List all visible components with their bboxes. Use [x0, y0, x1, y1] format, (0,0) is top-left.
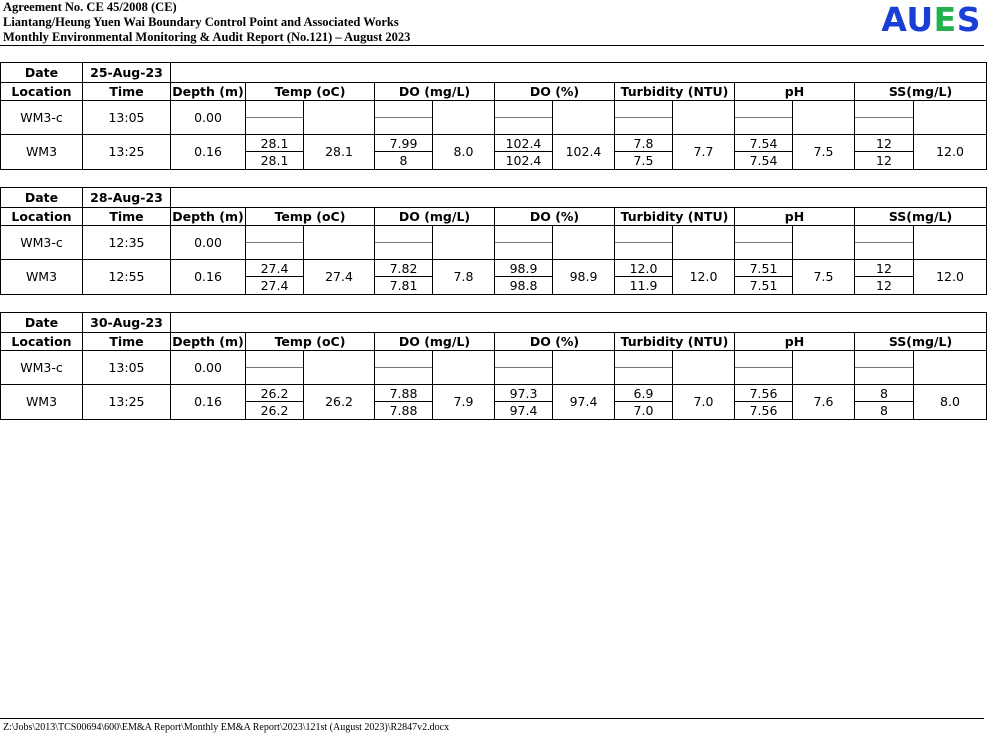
do-mg-reading-1: 7.82 — [375, 260, 432, 277]
time-cell: 12:55 — [83, 260, 171, 295]
ss-average-cell — [914, 101, 987, 135]
do-pct-reading-cell — [495, 135, 553, 170]
logo-letter-e: E — [933, 0, 957, 39]
location-header: Location — [1, 83, 83, 101]
ss-reading-2: 12 — [876, 278, 892, 293]
ss-average: 12.0 — [914, 135, 987, 170]
ph-reading-cell — [735, 260, 793, 295]
time-cell: 13:25 — [83, 385, 171, 420]
turbidity-reading-1: 6.9 — [615, 385, 672, 402]
ss-reading-cell — [855, 135, 914, 170]
turbidity-reading-1: 12.0 — [615, 260, 672, 277]
turbidity-reading-cell — [615, 135, 673, 170]
do-pct-reading-1: 97.3 — [495, 385, 552, 402]
location-header: Location — [1, 208, 83, 226]
do-mg-reading-cell — [375, 351, 433, 385]
agreement-number: Agreement No. CE 45/2008 (CE) — [3, 0, 177, 14]
logo-letter-a: A — [881, 0, 907, 39]
do-pct-average: 97.4 — [553, 385, 615, 420]
do-pct-reading-cell — [495, 101, 553, 135]
do-pct-reading-cell — [495, 385, 553, 420]
depth-header: Depth (m) — [172, 83, 244, 99]
do-mg-average: 8.0 — [433, 135, 495, 170]
location-cell: WM3 — [1, 260, 83, 295]
ph-average: 7.6 — [793, 385, 855, 420]
ph-average-cell — [793, 351, 855, 385]
location-cell: WM3-c — [1, 226, 83, 260]
temp-reading-cell — [246, 385, 304, 420]
do-pct-reading-cell — [495, 351, 553, 385]
temp-average: 28.1 — [304, 135, 375, 170]
ph-average-cell — [793, 226, 855, 260]
do-pct-reading-2: 97.4 — [509, 403, 538, 418]
depth-cell: 0.16 — [171, 260, 246, 295]
ss-reading-2: 12 — [876, 153, 892, 168]
turbidity-average-cell — [673, 101, 735, 135]
ss-header: SS(mg/L) — [855, 83, 987, 101]
ph-reading-1: 7.56 — [735, 385, 792, 402]
date-row-blank — [171, 188, 987, 208]
ss-reading-1: 8 — [855, 385, 913, 402]
ph-reading-cell — [735, 226, 793, 260]
turbidity-header: Turbidity (NTU) — [615, 208, 735, 226]
report-header — [3, 0, 410, 45]
time-header: Time — [83, 208, 171, 226]
location-header: Location — [1, 333, 83, 351]
date-value: 30-Aug-23 — [83, 313, 171, 333]
do-mg-reading-cell — [375, 101, 433, 135]
depth-cell: 0.16 — [171, 385, 246, 420]
temp-reading-cell — [246, 101, 304, 135]
turbidity-average: 12.0 — [673, 260, 735, 295]
ph-header: pH — [735, 208, 855, 226]
turbidity-reading-1: 7.8 — [615, 135, 672, 152]
temp-reading-cell — [246, 226, 304, 260]
do-mg-average-cell — [433, 226, 495, 260]
turbidity-average: 7.0 — [673, 385, 735, 420]
date-value: 28-Aug-23 — [83, 188, 171, 208]
do-mg-average: 7.8 — [433, 260, 495, 295]
ph-reading-2: 7.51 — [749, 278, 778, 293]
time-cell: 13:05 — [83, 101, 171, 135]
do-mg-reading-2: 8 — [399, 153, 408, 168]
ph-reading-cell — [735, 135, 793, 170]
date-label: Date — [1, 63, 83, 83]
temp-reading-1: 26.2 — [246, 385, 303, 402]
footer-rule — [0, 718, 984, 719]
turbidity-average-cell — [673, 351, 735, 385]
date-value: 25-Aug-23 — [83, 63, 171, 83]
depth-header: Depth (m) — [172, 208, 244, 224]
temp-average-cell — [304, 351, 375, 385]
do-mg-reading-1: 7.99 — [375, 135, 432, 152]
do-pct-average-cell — [553, 101, 615, 135]
ph-reading-2: 7.56 — [749, 403, 778, 418]
ss-reading-2: 8 — [880, 403, 888, 418]
do-mg-reading-1: 7.88 — [375, 385, 432, 402]
report-title: Monthly Environmental Monitoring & Audit Report (No.121) – August 2023 — [3, 30, 411, 44]
ph-reading-cell — [735, 351, 793, 385]
ss-reading-cell — [855, 260, 914, 295]
depth-cell: 0.00 — [171, 226, 246, 260]
do-pct-average-cell — [553, 226, 615, 260]
ss-reading-cell — [855, 101, 914, 135]
turbidity-header: Turbidity (NTU) — [615, 333, 735, 351]
temp-reading-1: 28.1 — [246, 135, 303, 152]
temp-reading-cell — [246, 260, 304, 295]
do-mg-reading-2: 7.81 — [389, 278, 418, 293]
ss-header: SS(mg/L) — [855, 333, 987, 351]
temp-reading-cell — [246, 351, 304, 385]
turbidity-reading-cell — [615, 101, 673, 135]
temp-average: 27.4 — [304, 260, 375, 295]
date-row-blank — [171, 313, 987, 333]
depth-cell: 0.16 — [171, 135, 246, 170]
header-rule — [0, 45, 984, 46]
project-title: Liantang/Heung Yuen Wai Boundary Control Point and Associated Works — [3, 15, 399, 29]
location-cell: WM3-c — [1, 351, 83, 385]
depth-cell: 0.00 — [171, 101, 246, 135]
time-header: Time — [83, 83, 171, 101]
ss-reading-1: 12 — [855, 260, 913, 277]
file-path-footer: Z:\Jobs\2013\TCS00694\600\EM&A Report\Monthly EM&A Report\2023\121st (August 2023)\R2847v2.docx — [3, 722, 450, 733]
do-mg-average-cell — [433, 101, 495, 135]
ss-reading-cell — [855, 226, 914, 260]
ss-header: SS(mg/L) — [855, 208, 987, 226]
ph-average: 7.5 — [793, 135, 855, 170]
location-cell: WM3-c — [1, 101, 83, 135]
turbidity-reading-cell — [615, 260, 673, 295]
do-mg-reading-2: 7.88 — [389, 403, 418, 418]
do-mg-reading-cell — [375, 226, 433, 260]
depth-header: Depth (m) — [172, 333, 244, 349]
temp-header: Temp (oC) — [246, 208, 375, 226]
ss-reading-cell — [855, 351, 914, 385]
ss-reading-1: 12 — [855, 135, 913, 152]
do-mg-reading-cell — [375, 385, 433, 420]
do-pct-header: DO (%) — [495, 333, 615, 351]
ph-header: pH — [735, 83, 855, 101]
ph-reading-cell — [735, 101, 793, 135]
time-cell: 13:05 — [83, 351, 171, 385]
do-mg-header: DO (mg/L) — [375, 83, 495, 101]
temp-reading-cell — [246, 135, 304, 170]
do-pct-average: 98.9 — [553, 260, 615, 295]
ph-header: pH — [735, 333, 855, 351]
temp-reading-1: 27.4 — [246, 260, 303, 277]
do-pct-average-cell — [553, 351, 615, 385]
ph-average-cell — [793, 101, 855, 135]
time-cell: 12:35 — [83, 226, 171, 260]
turbidity-header: Turbidity (NTU) — [615, 83, 735, 101]
temp-average-cell — [304, 101, 375, 135]
ph-reading-cell — [735, 385, 793, 420]
turbidity-reading-2: 11.9 — [629, 278, 658, 293]
do-pct-header: DO (%) — [495, 208, 615, 226]
do-mg-average: 7.9 — [433, 385, 495, 420]
do-pct-reading-1: 102.4 — [495, 135, 552, 152]
turbidity-reading-cell — [615, 385, 673, 420]
time-header: Time — [83, 333, 171, 351]
do-mg-average-cell — [433, 351, 495, 385]
date-row-blank — [171, 63, 987, 83]
turbidity-average-cell — [673, 226, 735, 260]
ph-reading-2: 7.54 — [749, 153, 778, 168]
ph-reading-1: 7.54 — [735, 135, 792, 152]
turbidity-average: 7.7 — [673, 135, 735, 170]
temp-header: Temp (oC) — [246, 333, 375, 351]
location-cell: WM3 — [1, 135, 83, 170]
do-mg-reading-cell — [375, 135, 433, 170]
do-pct-average: 102.4 — [553, 135, 615, 170]
ss-average-cell — [914, 226, 987, 260]
temp-average-cell — [304, 226, 375, 260]
ss-average: 12.0 — [914, 260, 987, 295]
ph-reading-1: 7.51 — [735, 260, 792, 277]
ss-reading-cell — [855, 385, 914, 420]
date-label: Date — [1, 188, 83, 208]
do-pct-reading-2: 102.4 — [505, 153, 542, 168]
do-pct-reading-1: 98.9 — [495, 260, 552, 277]
do-mg-reading-cell — [375, 260, 433, 295]
temp-header: Temp (oC) — [246, 83, 375, 101]
monitoring-table-3 — [0, 312, 987, 420]
do-mg-header: DO (mg/L) — [375, 333, 495, 351]
temp-reading-2: 28.1 — [260, 153, 289, 168]
depth-cell: 0.00 — [171, 351, 246, 385]
do-pct-reading-2: 98.8 — [509, 278, 538, 293]
turbidity-reading-2: 7.5 — [633, 153, 654, 168]
ph-average: 7.5 — [793, 260, 855, 295]
monitoring-table-2 — [0, 187, 987, 295]
location-cell: WM3 — [1, 385, 83, 420]
logo-letter-s: S — [956, 0, 981, 39]
temp-reading-2: 27.4 — [260, 278, 289, 293]
ss-average-cell — [914, 351, 987, 385]
date-label: Date — [1, 313, 83, 333]
do-pct-reading-cell — [495, 226, 553, 260]
do-pct-header: DO (%) — [495, 83, 615, 101]
do-pct-reading-cell — [495, 260, 553, 295]
do-mg-header: DO (mg/L) — [375, 208, 495, 226]
turbidity-reading-2: 7.0 — [633, 403, 654, 418]
aues-logo — [881, 1, 981, 39]
ss-average: 8.0 — [914, 385, 987, 420]
logo-letter-u: U — [906, 0, 934, 39]
temp-average: 26.2 — [304, 385, 375, 420]
turbidity-reading-cell — [615, 351, 673, 385]
time-cell: 13:25 — [83, 135, 171, 170]
temp-reading-2: 26.2 — [260, 403, 289, 418]
turbidity-reading-cell — [615, 226, 673, 260]
monitoring-table-1 — [0, 62, 987, 170]
